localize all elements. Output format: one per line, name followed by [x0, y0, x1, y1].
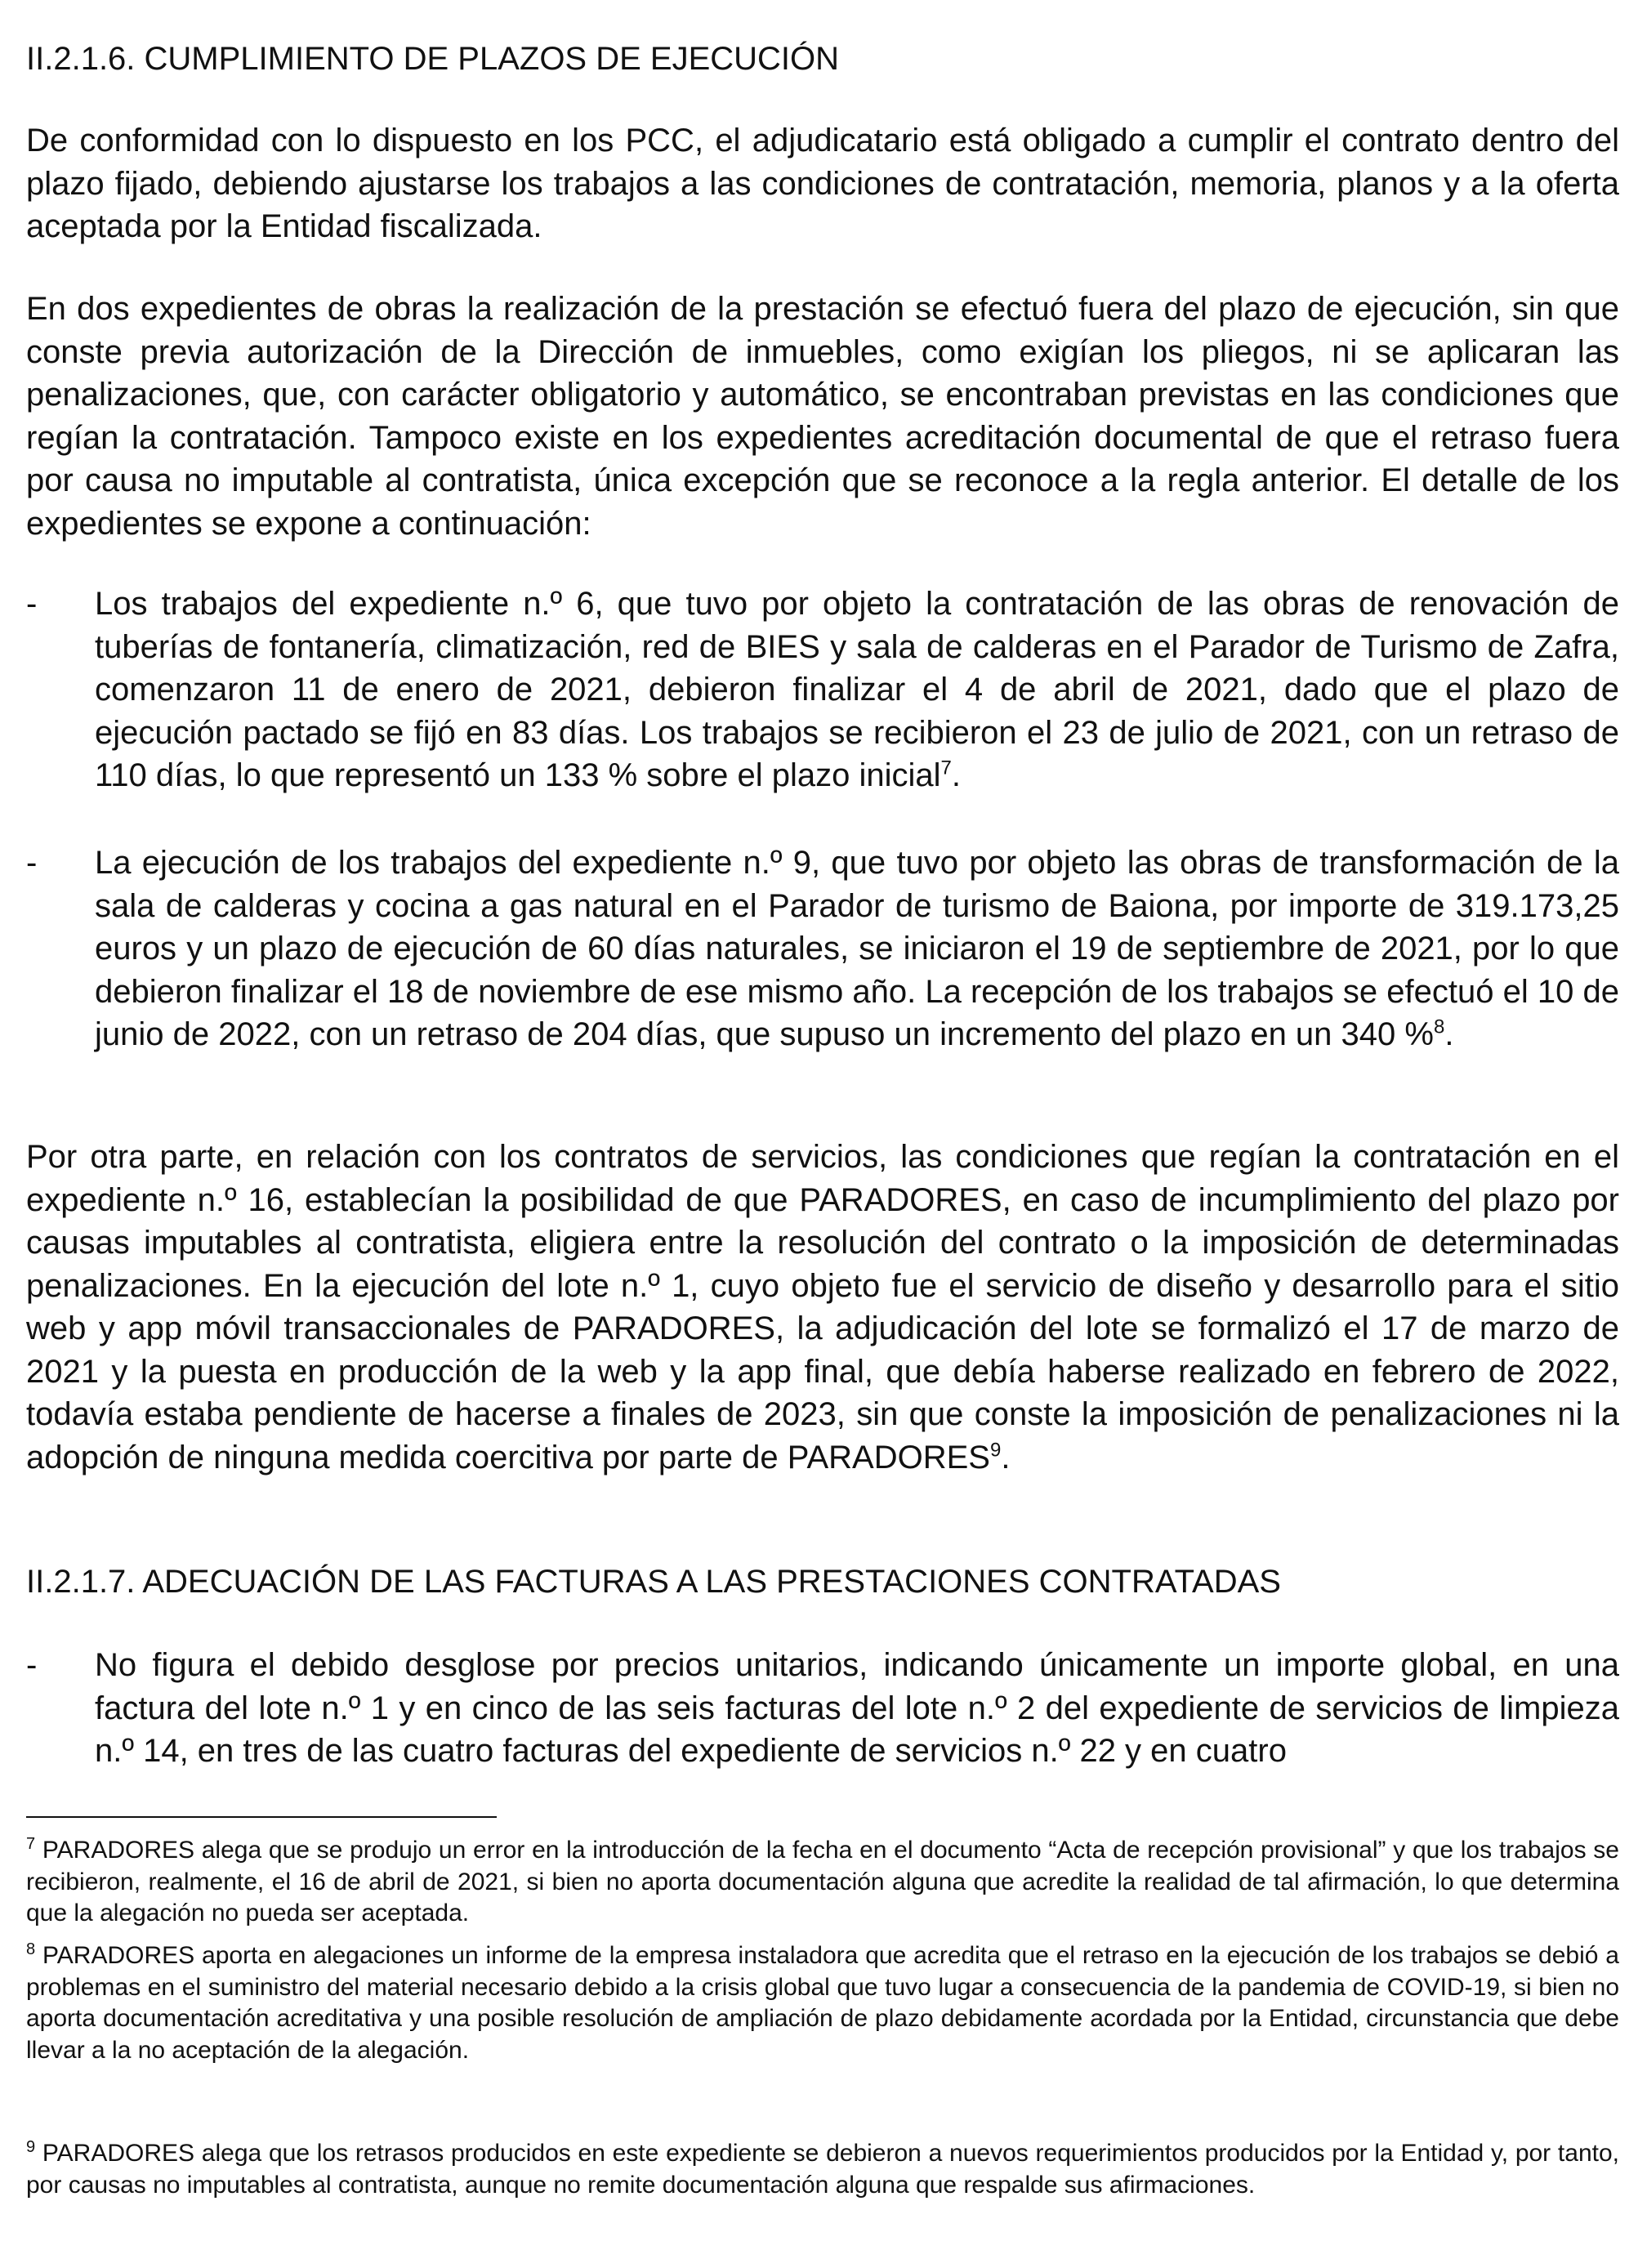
list-item-text [95, 583, 1619, 797]
footnote-text: PARADORES alega que los retrasos producidos en este expediente se debieron a nuevos requerimientos producidos por la Entidad y, por tanto, por causas no imputables al contratista, aunque no remite documentación alguna que respalde sus afirmaciones. [26, 2140, 1619, 2199]
list-item-text [95, 842, 1619, 1056]
list-item-text: No figura el debido desglose por precios unitarios, indicando únicamente un importe global, en una factura del lote n.º 1 y en cinco de las seis facturas del lote n.º 2 del expediente de servicios de limpieza n.º 14, en tres de las cuatro facturas del expediente de servicios n.º 22 y en cuatro [95, 1647, 1619, 1769]
paragraph [26, 1136, 1619, 1479]
footnote-number: 7 [26, 1835, 36, 1853]
footnote-ref[interactable]: 8 [1433, 1016, 1445, 1038]
section-heading: II.2.1.7. ADECUACIÓN DE LAS FACTURAS A LAS PRESTACIONES CONTRATADAS [26, 1564, 1281, 1600]
paragraph-body: Por otra parte, en relación con los contratos de servicios, las condiciones que regían la contratación en el expediente n.º 16, establecían la posibilidad de que PARADORES, en caso de incumplimiento del plazo por causas imputables al contratista, eligiera entre la resolución del contrato o la imposición de determinadas penalizaciones. En la ejecución del lote n.º 1, cuyo objeto fue el servicio de diseño y desarrollo para el sitio web y app móvil transaccionales de PARADORES, la adjudicación del lote se formalizó el 17 de marzo de 2021 y la puesta en producción de la web y la app final, que debía haberse realizado en febrero de 2022, todavía estaba pendiente de hacerse a finales de 2023, sin que conste la imposición de penalizaciones ni la adopción de ninguna medida coercitiva por parte de PARADORES [26, 1139, 1619, 1476]
list-item-body: La ejecución de los trabajos del expediente n.º 9, que tuvo por objeto las obras de transformación de la sala de calderas y cocina a gas natural en el Parador de turismo de Baiona, por importe de 319.173,25 euros y un plazo de ejecución de 60 días naturales, se iniciaron el 19 de septiembre de 2021, por lo que debieron finalizar el 18 de noviembre de ese mismo año. La recepción de los trabajos se efectuó el 10 de junio de 2022, con un retraso de 204 días, que supuso un incremento del plazo en un 340 % [95, 845, 1619, 1052]
footnote-ref[interactable]: 7 [940, 757, 952, 779]
footnote-number: 8 [26, 1940, 36, 1958]
footnote-text: PARADORES alega que se produjo un error en la introducción de la fecha en el documento “Acta de recepción provisional” y que los trabajos se recibieron, realmente, el 16 de abril de 2021, si bien no aporta documentación alguna que acredite la realidad de tal afirmación, lo que determina que la alegación no pueda ser aceptada. [26, 1837, 1619, 1926]
bullet-marker: - [26, 845, 38, 881]
list-item-tail: . [1444, 1016, 1454, 1052]
footnote-text: PARADORES aporta en alegaciones un informe de la empresa instaladora que acredita que el retraso en la ejecución de los trabajos se debió a problemas en el suministro del material necesario debido a la crisis global que tuvo lugar a consecuencia de la pandemia de COVID-19, si bien no aporta documentación acreditativa y una posible resolución de ampliación de plazo debidamente acordada por la Entidad, circunstancia que debe llevar a la no aceptación de la alegación. [26, 1942, 1619, 2064]
footnote [26, 1835, 1619, 1930]
footnote-ref[interactable]: 9 [989, 1439, 1002, 1462]
footnote-number: 9 [26, 2138, 36, 2156]
paragraph: De conformidad con lo dispuesto en los PCC, el adjudicatario está obligado a cumplir el contrato dentro del plazo fijado, debiendo ajustarse los trabajos a las condiciones de contratación, memoria, planos y a la oferta aceptada por la Entidad fiscalizada. [26, 123, 1619, 244]
bullet-marker: - [26, 586, 38, 622]
paragraph: En dos expedientes de obras la realización de la prestación se efectuó fuera del plazo de ejecución, sin que conste previa autorización de la Dirección de inmuebles, como exigían los pliegos, ni se aplicaran las penalizaciones, que, con carácter obligatorio y automático, se encontraban previstas en las condiciones que regían la contratación. Tampoco existe en los expedientes acreditación documental de que el retraso fuera por causa no imputable al contratista, única excepción que se reconoce a la regla anterior. El detalle de los expedientes se expone a continuación: [26, 291, 1619, 542]
list-item-body: Los trabajos del expediente n.º 6, que tuvo por objeto la contratación de las obras de renovación de tuberías de fontanería, climatización, red de BIES y sala de calderas en el Parador de Turismo de Zafra, comenzaron 11 de enero de 2021, debieron finalizar el 4 de abril de 2021, dado que el plazo de ejecución pactado se fijó en 83 días. Los trabajos se recibieron el 23 de julio de 2021, con un retraso de 110 días, lo que representó un 133 % sobre el plazo inicial [95, 586, 1619, 793]
list-item-tail: . [951, 757, 961, 793]
footnote [26, 1940, 1619, 2066]
footnote-separator [26, 1816, 497, 1818]
paragraph-tail: . [1001, 1439, 1011, 1476]
footnote [26, 2138, 1619, 2201]
bullet-marker: - [26, 1647, 38, 1683]
section-heading: II.2.1.6. CUMPLIMIENTO DE PLAZOS DE EJECUCIÓN [26, 41, 840, 77]
